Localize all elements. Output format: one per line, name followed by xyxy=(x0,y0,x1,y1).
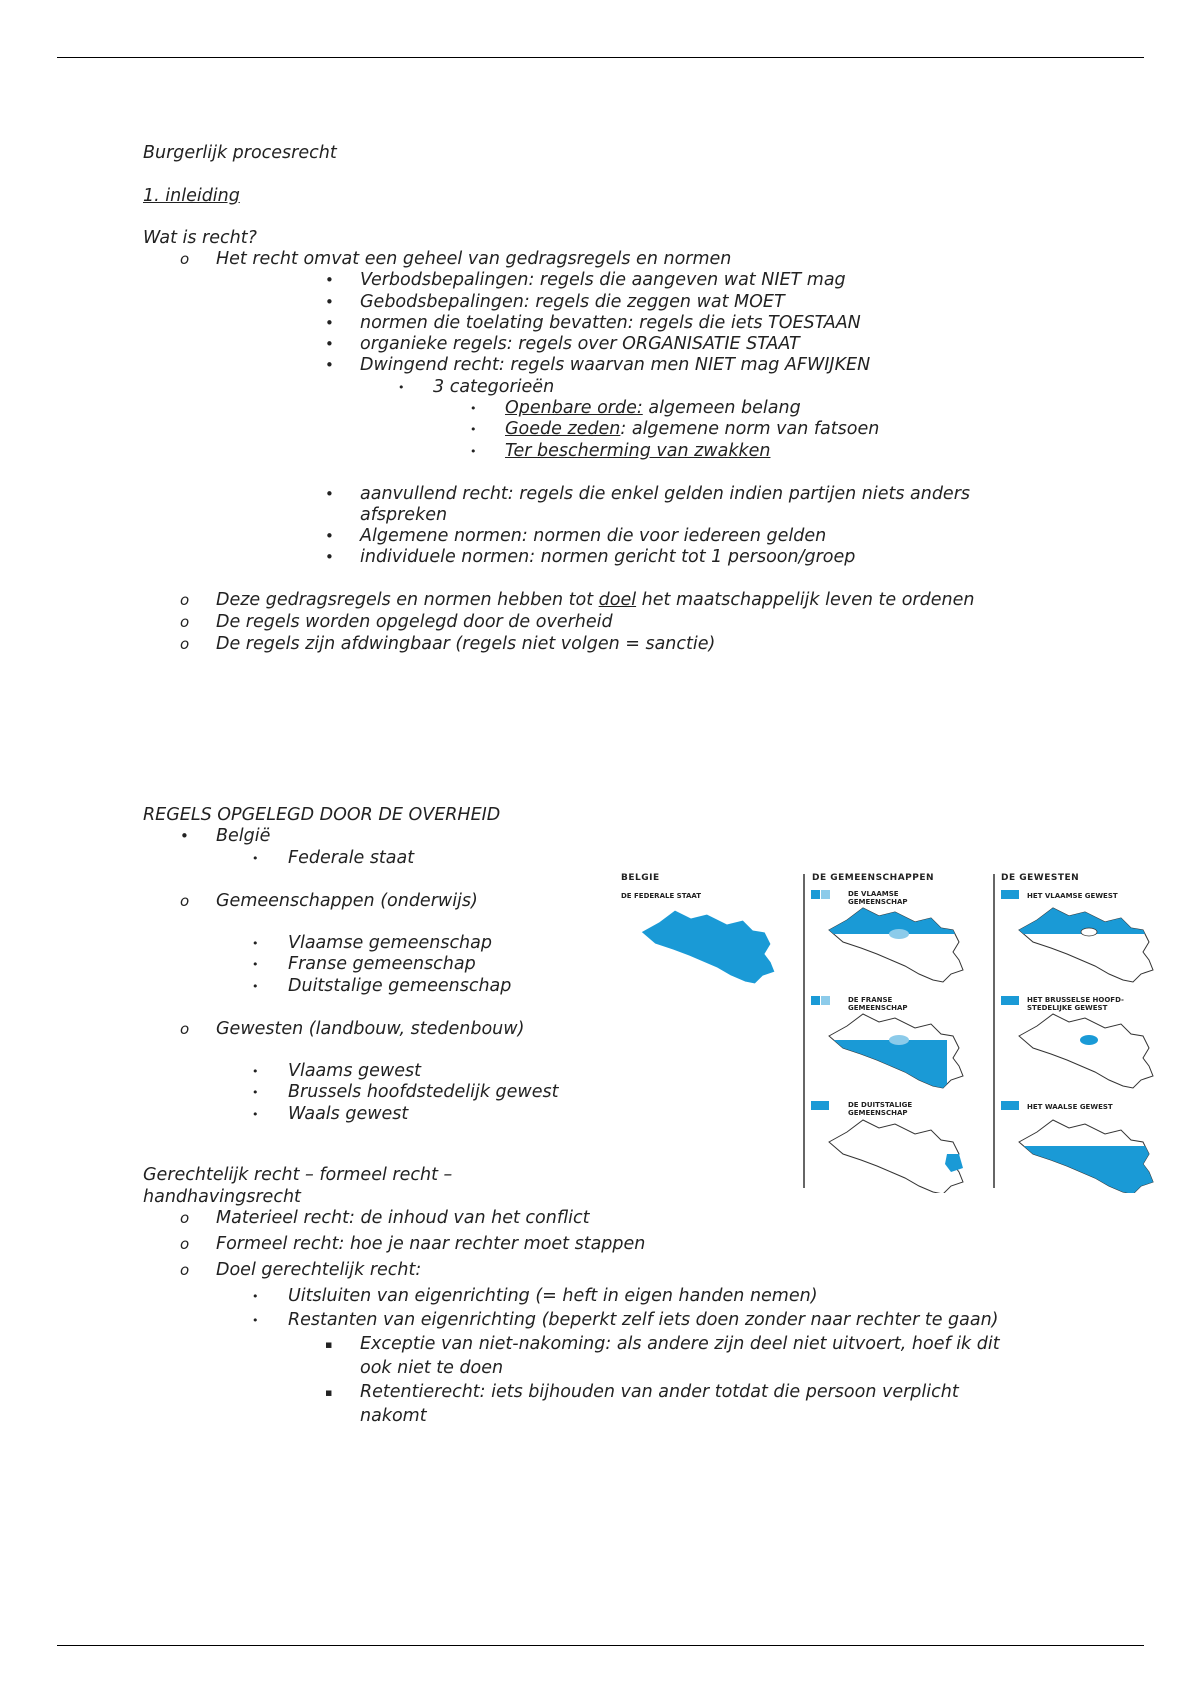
exception-item-line1: Exceptie van niet-nakoming: als andere zijn deel niet uitvoert, hoef ik dit xyxy=(360,1334,1000,1354)
label-franse-gem-2: GEMEENSCHAP xyxy=(848,1004,908,1012)
map-vlaamse-gemeenschap xyxy=(829,908,963,982)
retention-item-line2: nakomt xyxy=(360,1406,427,1426)
category-openbare-orde xyxy=(505,398,801,419)
bullet: • xyxy=(252,852,259,865)
category-term: Goede zeden xyxy=(505,419,621,439)
legend-square xyxy=(811,890,820,899)
rule-type-item: Verbodsbepalingen: regels die aangeven wat NIET mag xyxy=(360,270,846,290)
communities-label: Gemeenschappen (onderwijs) xyxy=(216,891,478,911)
bullet: ▪ xyxy=(325,1386,333,1399)
bullet: • xyxy=(252,937,259,950)
bullet: • xyxy=(470,445,477,458)
bullet: • xyxy=(252,1290,259,1303)
label-brussels-gewest-1: HET BRUSSELSE HOOFD- xyxy=(1027,996,1124,1004)
col-title-gewesten: DE GEWESTEN xyxy=(1001,873,1080,883)
bullet: • xyxy=(252,1065,259,1078)
map-franse-gemeenschap xyxy=(829,1014,963,1088)
point-afdwingbaar: De regels zijn afdwingbaar (regels niet volgen = sanctie) xyxy=(216,634,716,654)
bullet: ▪ xyxy=(325,1338,333,1351)
rule-type-item: organieke regels: regels over ORGANISATIE STAAT xyxy=(360,334,800,354)
point-overheid: De regels worden opgelegd door de overheid xyxy=(216,612,613,632)
region-item: Brussels hoofdstedelijk gewest xyxy=(288,1082,559,1102)
bullet: • xyxy=(470,402,477,415)
map-duitstalige-gemeenschap xyxy=(829,1120,963,1193)
label-federale-staat: DE FEDERALE STAAT xyxy=(621,892,702,900)
bullet: • xyxy=(325,314,334,332)
bullet: • xyxy=(325,548,334,566)
legend-square xyxy=(1001,890,1019,899)
category-desc: algemeen belang xyxy=(642,398,801,418)
category-desc: : algemene norm van fatsoen xyxy=(620,419,880,439)
rule-type-item: Gebodsbepalingen: regels die zeggen wat MOET xyxy=(360,292,785,312)
judicial-heading-line2: handhavingsrecht xyxy=(143,1187,301,1207)
label-vlaamse-gem-1: DE VLAAMSE xyxy=(848,890,899,898)
bullet: • xyxy=(325,356,334,374)
point-doel xyxy=(216,590,974,611)
label-vlaamse-gem-2: GEMEENSCHAP xyxy=(848,898,908,906)
government-heading: REGELS OPGELEGD DOOR DE OVERHEID xyxy=(143,805,501,825)
col-title-belgie: BELGIE xyxy=(621,873,660,883)
belgium-maps-svg xyxy=(617,868,1162,1193)
header-rule xyxy=(57,57,1144,58)
section-heading: 1. inleiding xyxy=(143,186,240,206)
label-duitse-gem-2: GEMEENSCHAP xyxy=(848,1109,908,1117)
col-title-gemeenschappen: DE GEMEENSCHAPPEN xyxy=(812,873,935,883)
exception-item-line2: ook niet te doen xyxy=(360,1358,504,1378)
judicial-point: Doel gerechtelijk recht: xyxy=(216,1260,422,1280)
community-item: Duitstalige gemeenschap xyxy=(288,976,512,996)
bullet: • xyxy=(252,1314,259,1327)
circle-bullet: o xyxy=(180,635,190,653)
map-vlaams-gewest xyxy=(1019,908,1153,982)
legend-square xyxy=(1001,996,1019,1005)
retention-item-line1: Retentierecht: iets bijhouden van ander totdat die persoon verplicht xyxy=(360,1382,959,1402)
bullet: • xyxy=(325,271,334,289)
point-text: Deze gedragsregels en normen hebben tot xyxy=(216,590,599,610)
bullet: • xyxy=(252,1086,259,1099)
legend-square-light xyxy=(821,996,830,1005)
bullet: • xyxy=(325,293,334,311)
regions-label: Gewesten (landbouw, stedenbouw) xyxy=(216,1019,525,1039)
label-duitse-gem-1: DE DUITSTALIGE xyxy=(848,1101,913,1109)
circle-bullet: o xyxy=(180,892,190,910)
map-brussels-gewest xyxy=(1019,1014,1153,1088)
bullet: • xyxy=(180,827,189,845)
bullet: • xyxy=(325,527,334,545)
category-term: Ter bescherming van zwakken xyxy=(505,441,771,461)
point-text: het maatschappelijk leven te ordenen xyxy=(636,590,975,610)
judicial-point: Formeel recht: hoe je naar rechter moet stappen xyxy=(216,1234,646,1254)
category-zwakken xyxy=(505,441,770,462)
category-term: Openbare orde: xyxy=(505,398,643,418)
legend-square xyxy=(1001,1101,1019,1110)
label-vlaams-gewest: HET VLAAMSE GEWEST xyxy=(1027,892,1118,900)
community-item: Vlaamse gemeenschap xyxy=(288,933,492,953)
circle-bullet: o xyxy=(180,613,190,631)
point-term: doel xyxy=(598,590,637,610)
rule-type-item: Dwingend recht: regels waarvan men NIET mag AFWIJKEN xyxy=(360,355,871,375)
circle-bullet: o xyxy=(180,1209,190,1227)
legend-square xyxy=(811,1101,829,1110)
circle-bullet: o xyxy=(180,1020,190,1038)
footer-rule xyxy=(57,1645,1144,1646)
circle-bullet: o xyxy=(180,1235,190,1253)
question-heading: Wat is recht? xyxy=(143,228,257,248)
map-federal xyxy=(641,910,775,984)
categories-label: 3 categorieën xyxy=(433,377,555,397)
label-brussels-gewest-2: STEDELIJKE GEWEST xyxy=(1027,1004,1108,1012)
circle-bullet: o xyxy=(180,1261,190,1279)
intro-point: Het recht omvat een geheel van gedragsregels en normen xyxy=(216,249,732,269)
rule-type-item: normen die toelating bevatten: regels die iets TOESTAAN xyxy=(360,313,861,333)
bullet: • xyxy=(398,381,405,394)
region-item: Waals gewest xyxy=(288,1104,409,1124)
federal-label: Federale staat xyxy=(288,848,415,868)
goal-item: Uitsluiten van eigenrichting (= heft in eigen handen nemen) xyxy=(288,1286,818,1306)
goal-item: Restanten van eigenrichting (beperkt zelf iets doen zonder naar rechter te gaan) xyxy=(288,1310,999,1330)
community-item: Franse gemeenschap xyxy=(288,954,476,974)
bullet: • xyxy=(252,958,259,971)
norm-item: individuele normen: normen gericht tot 1 persoon/groep xyxy=(360,547,856,567)
region-item: Vlaams gewest xyxy=(288,1061,421,1081)
aanvullend-line1: aanvullend recht: regels die enkel gelden indien partijen niets anders xyxy=(360,484,971,504)
map-waals-gewest xyxy=(1019,1120,1153,1193)
document-title: Burgerlijk procesrecht xyxy=(143,143,337,163)
circle-bullet: o xyxy=(180,250,190,268)
judicial-point: Materieel recht: de inhoud van het conflict xyxy=(216,1208,590,1228)
legend-square-light xyxy=(821,890,830,899)
bullet: • xyxy=(325,335,334,353)
category-goede-zeden xyxy=(505,419,879,440)
aanvullend-line2: afspreken xyxy=(360,505,448,525)
country-label: België xyxy=(216,826,271,846)
judicial-heading-line1: Gerechtelijk recht – formeel recht – xyxy=(143,1165,453,1185)
label-franse-gem-1: DE FRANSE xyxy=(848,996,893,1004)
bullet: • xyxy=(252,980,259,993)
bullet: • xyxy=(470,423,477,436)
legend-square xyxy=(811,996,820,1005)
norm-item: Algemene normen: normen die voor iedereen gelden xyxy=(360,526,827,546)
bullet: • xyxy=(325,485,334,503)
label-waals-gewest: HET WAALSE GEWEST xyxy=(1027,1103,1113,1111)
bullet: • xyxy=(252,1108,259,1121)
circle-bullet: o xyxy=(180,591,190,609)
belgium-structure-figure xyxy=(617,868,1162,1193)
